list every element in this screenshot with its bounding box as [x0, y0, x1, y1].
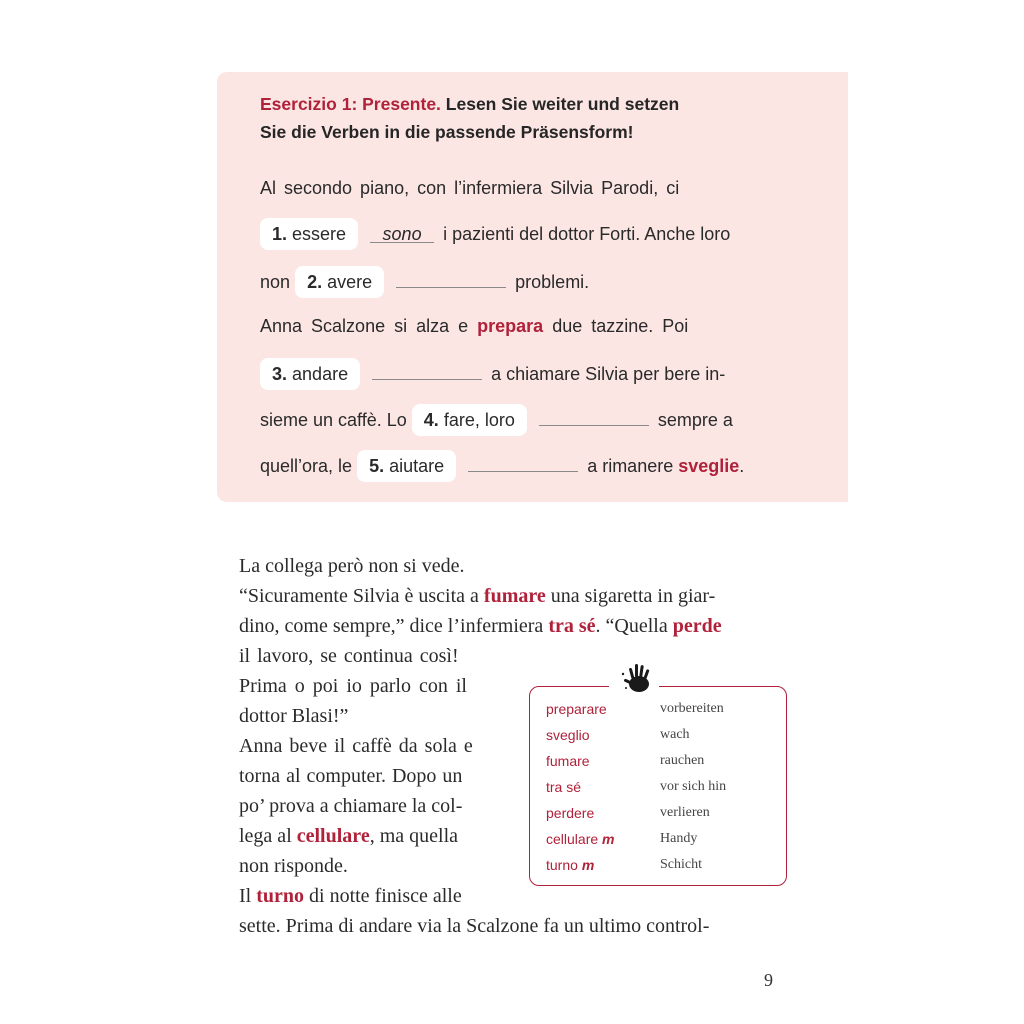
exercise-box	[217, 72, 848, 502]
line-6-text: sempre a	[657, 410, 733, 430]
exercise-line-3	[260, 266, 589, 298]
line-3-text: problemi.	[515, 272, 590, 292]
line-4-post: due tazzine. Poi	[552, 316, 689, 336]
line-7-pre: quell’ora, le	[260, 456, 353, 476]
story-line: dottor Blasi!”	[239, 705, 349, 727]
story-line: La collega però non si vede.	[239, 555, 465, 577]
vocabulary-box	[529, 686, 787, 886]
highlight-sveglie: sveglie	[678, 456, 740, 476]
exercise-line-6	[260, 404, 733, 436]
verb-pill-1: 1. essere	[260, 218, 358, 250]
exercise-line-2	[260, 218, 730, 250]
verb-pill-3: 3. andare	[260, 358, 360, 390]
instruction-line-2: Sie die Verben in die passende Präsensform!	[260, 122, 634, 142]
verb-pill-4: 4. fare, loro	[412, 404, 527, 436]
story-line: Anna beve il caffè da sola e	[239, 735, 473, 757]
story-line: Il turno di notte finisce alle	[239, 885, 462, 907]
line-7-text: a rimanere	[587, 456, 674, 476]
story-line: il lavoro, se continua così!	[239, 645, 459, 667]
exercise-line-1: Al secondo piano, con l’infermiera Silvia Parodi, ci	[260, 178, 680, 198]
verb-pill-5: 5. aiutare	[357, 450, 456, 482]
line-2-text: i pazienti del dottor Forti. Anche loro	[443, 224, 731, 244]
answer-blank-4[interactable]	[539, 407, 649, 426]
vocab-row: turno m Schicht	[546, 857, 702, 873]
story-line: Prima o poi io parlo con il	[239, 675, 467, 697]
line-4-pre: Anna Scalzone si alza e	[260, 316, 469, 336]
page-number: 9	[764, 970, 773, 990]
vocab-row: fumare rauchen	[546, 753, 705, 769]
line-5-text: a chiamare Silvia per bere in-	[491, 364, 726, 384]
vocab-row: tra sé vor sich hin	[546, 779, 727, 795]
answer-blank-5[interactable]	[468, 453, 578, 472]
answer-blank-3[interactable]	[372, 361, 482, 380]
vocab-row: perdere verlieren	[546, 805, 710, 821]
story-line: po’ prova a chiamare la col-	[239, 795, 463, 817]
line-7-end: .	[739, 456, 745, 476]
story-line: “Sicuramente Silvia è uscita a fumare una sigaretta in giar-	[239, 585, 716, 607]
exercise-line-5	[260, 358, 725, 390]
exercise-line-7	[260, 450, 744, 482]
story-line: non risponde.	[239, 855, 348, 877]
line-3-pre: non	[260, 272, 291, 292]
story-line: lega al cellulare, ma quella	[239, 825, 459, 847]
highlight-prepara: prepara	[477, 316, 544, 336]
exercise-line-4	[260, 316, 688, 337]
highlight-perde: perde	[672, 615, 722, 637]
exercise-heading: Esercizio 1: Presente.	[260, 94, 441, 114]
story-line: dino, come sempre,” dice l’infermiera tra sé. “Quella perde	[239, 615, 722, 637]
story-line: sette. Prima di andare via la Scalzone fa un ultimo control-	[239, 915, 710, 937]
answer-blank-1[interactable]: sono	[370, 224, 434, 243]
instruction-text: Lesen Sie weiter und setzen	[445, 94, 680, 114]
highlight-cellulare: cellulare	[296, 825, 370, 847]
highlight-tra-se: tra sé	[548, 615, 596, 637]
handprint-icon	[609, 678, 659, 692]
vocab-row: sveglio wach	[546, 727, 690, 743]
story-line: torna al computer. Dopo un	[239, 765, 463, 787]
exercise-instruction	[260, 94, 679, 115]
line-6-pre: sieme un caffè. Lo	[260, 410, 407, 430]
highlight-turno: turno	[256, 885, 305, 907]
vocab-row: cellulare m Handy	[546, 831, 698, 847]
answer-blank-2[interactable]	[396, 269, 506, 288]
highlight-fumare: fumare	[483, 585, 546, 607]
verb-pill-2: 2. avere	[295, 266, 384, 298]
vocab-row: preparare vorbereiten	[546, 701, 724, 717]
